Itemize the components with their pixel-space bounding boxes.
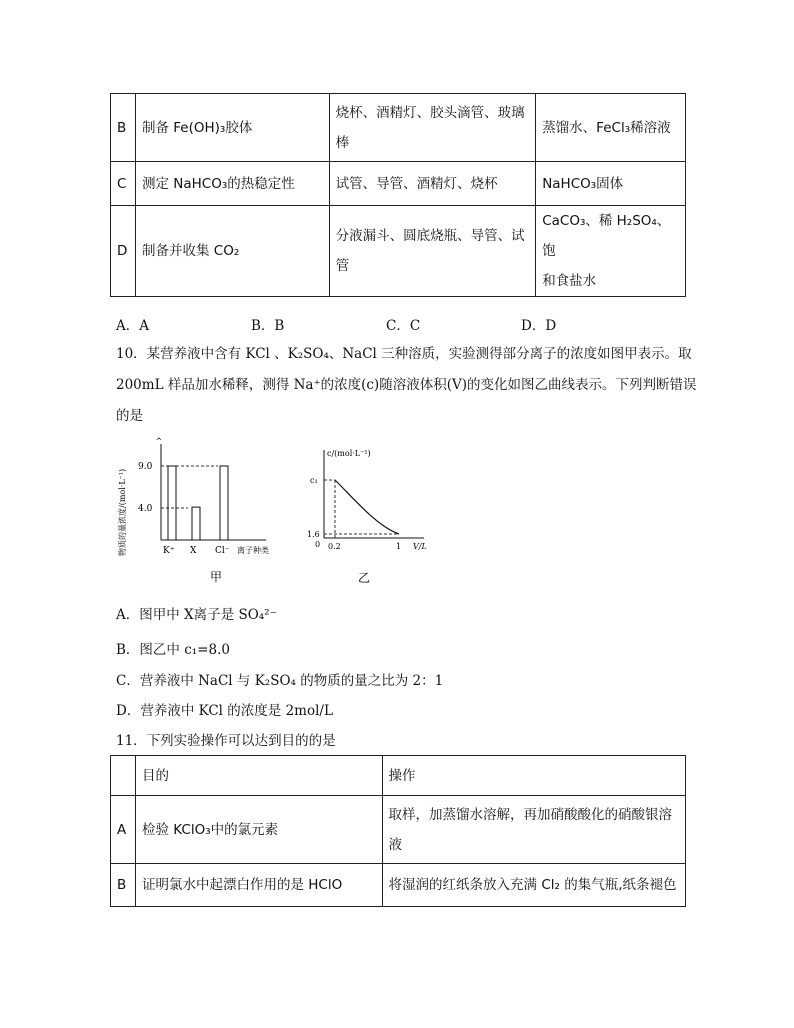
row-reagents: CaCO₃、稀 H₂SO₄、饱 和食盐水	[536, 206, 686, 297]
ytick-9: 9.0	[138, 462, 153, 472]
table-row	[111, 206, 686, 297]
row-reagents: 蒸馏水、FeCl₃稀溶液	[536, 94, 686, 162]
option-d[interactable]: D．D	[521, 318, 557, 334]
row-label: D	[111, 206, 136, 297]
ytick-4: 4.0	[138, 504, 153, 514]
row-label: A	[111, 796, 136, 864]
header-goal: 目的	[135, 756, 382, 796]
experiment-table-2	[110, 755, 686, 907]
figure-b-ylabel: c/(mol·L⁻¹)	[327, 449, 371, 458]
q10-stem-line2: 200mL 样品加水稀释，测得 Na⁺的浓度(c)随溶液体积(V)的变化如图乙曲线表示。下列判断错误	[116, 377, 697, 393]
row-goal: 测定 NaHCO₃的热稳定性	[135, 162, 329, 206]
table-row	[111, 162, 686, 206]
q10-stem-line3: 的是	[116, 408, 143, 424]
q9-options	[116, 314, 686, 334]
row-label: B	[111, 864, 136, 907]
table-row	[111, 94, 686, 162]
figure-a-ylabel: 物质的量浓度/(mol·L⁻¹)	[118, 468, 127, 556]
figure-b-curve	[302, 440, 442, 586]
caption-b: 乙	[358, 571, 371, 585]
q10-option-c[interactable]: C．营养液中 NaCl 与 K₂SO₄ 的物质的量之比为 2：1	[116, 673, 444, 689]
bars	[168, 466, 228, 540]
caption-a: 甲	[210, 570, 223, 584]
figure-a-bar-chart	[112, 436, 297, 586]
q11-stem: 11．下列实验操作可以达到目的的是	[116, 733, 336, 749]
header-empty	[111, 756, 136, 796]
option-a[interactable]: A．A	[116, 318, 149, 334]
row-op: 取样，加蒸馏水溶解，再加硝酸酸化的硝酸银溶 液	[382, 796, 685, 864]
row-tools: 试管、导管、酒精灯、烧杯	[329, 162, 536, 206]
option-b[interactable]: B．B	[251, 318, 285, 334]
xlabel-b: V/L	[413, 542, 427, 551]
ytick-c1: c₁	[310, 476, 318, 485]
option-c[interactable]: C．C	[386, 318, 421, 334]
xtick-k: K⁺	[163, 546, 175, 556]
row-goal: 证明氯水中起漂白作用的是 HClO	[135, 864, 382, 907]
row-label: C	[111, 162, 136, 206]
row-goal: 制备 Fe(OH)₃胶体	[135, 94, 329, 162]
q10-stem-line1: 10．某营养液中含有 KCl 、K₂SO₄、NaCl 三种溶质，实验测得部分离子的浓度如图甲表示。取	[116, 346, 692, 362]
xtick-cl: Cl⁻	[215, 546, 230, 556]
ytick-1-6: 1.6	[307, 530, 320, 539]
row-goal: 检验 KClO₃中的氯元素	[135, 796, 382, 864]
bar-1	[192, 507, 200, 540]
experiment-table-1	[110, 93, 686, 297]
q10-option-b[interactable]: B．图乙中 c₁=8.0	[116, 642, 230, 658]
xtick-0-2: 0.2	[328, 542, 341, 551]
origin-0: 0	[315, 540, 321, 549]
table-row	[111, 796, 686, 864]
table-row	[111, 864, 686, 907]
svg-text:^: ^	[155, 437, 163, 446]
xtick-x: X	[190, 546, 197, 556]
q10-option-a[interactable]: A．图甲中 X离子是 SO₄²⁻	[116, 607, 277, 623]
row-label: B	[111, 94, 136, 162]
xlabel-a: 离子种类	[237, 546, 269, 555]
bar-2	[220, 466, 228, 540]
row-op: 将湿润的红纸条放入充满 Cl₂ 的集气瓶,纸条褪色	[382, 864, 685, 907]
header-op: 操作	[382, 756, 685, 796]
concentration-curve	[335, 480, 399, 534]
table-header-row	[111, 756, 686, 796]
xtick-1: 1	[396, 542, 402, 551]
bar-0	[168, 466, 176, 540]
row-goal: 制备并收集 CO₂	[135, 206, 329, 297]
q10-option-d[interactable]: D．营养液中 KCl 的浓度是 2mol/L	[116, 703, 333, 719]
row-tools: 烧杯、酒精灯、胶头滴管、玻璃 棒	[329, 94, 536, 162]
row-reagents: NaHCO₃固体	[536, 162, 686, 206]
row-tools: 分液漏斗、圆底烧瓶、导管、试 管	[329, 206, 536, 297]
